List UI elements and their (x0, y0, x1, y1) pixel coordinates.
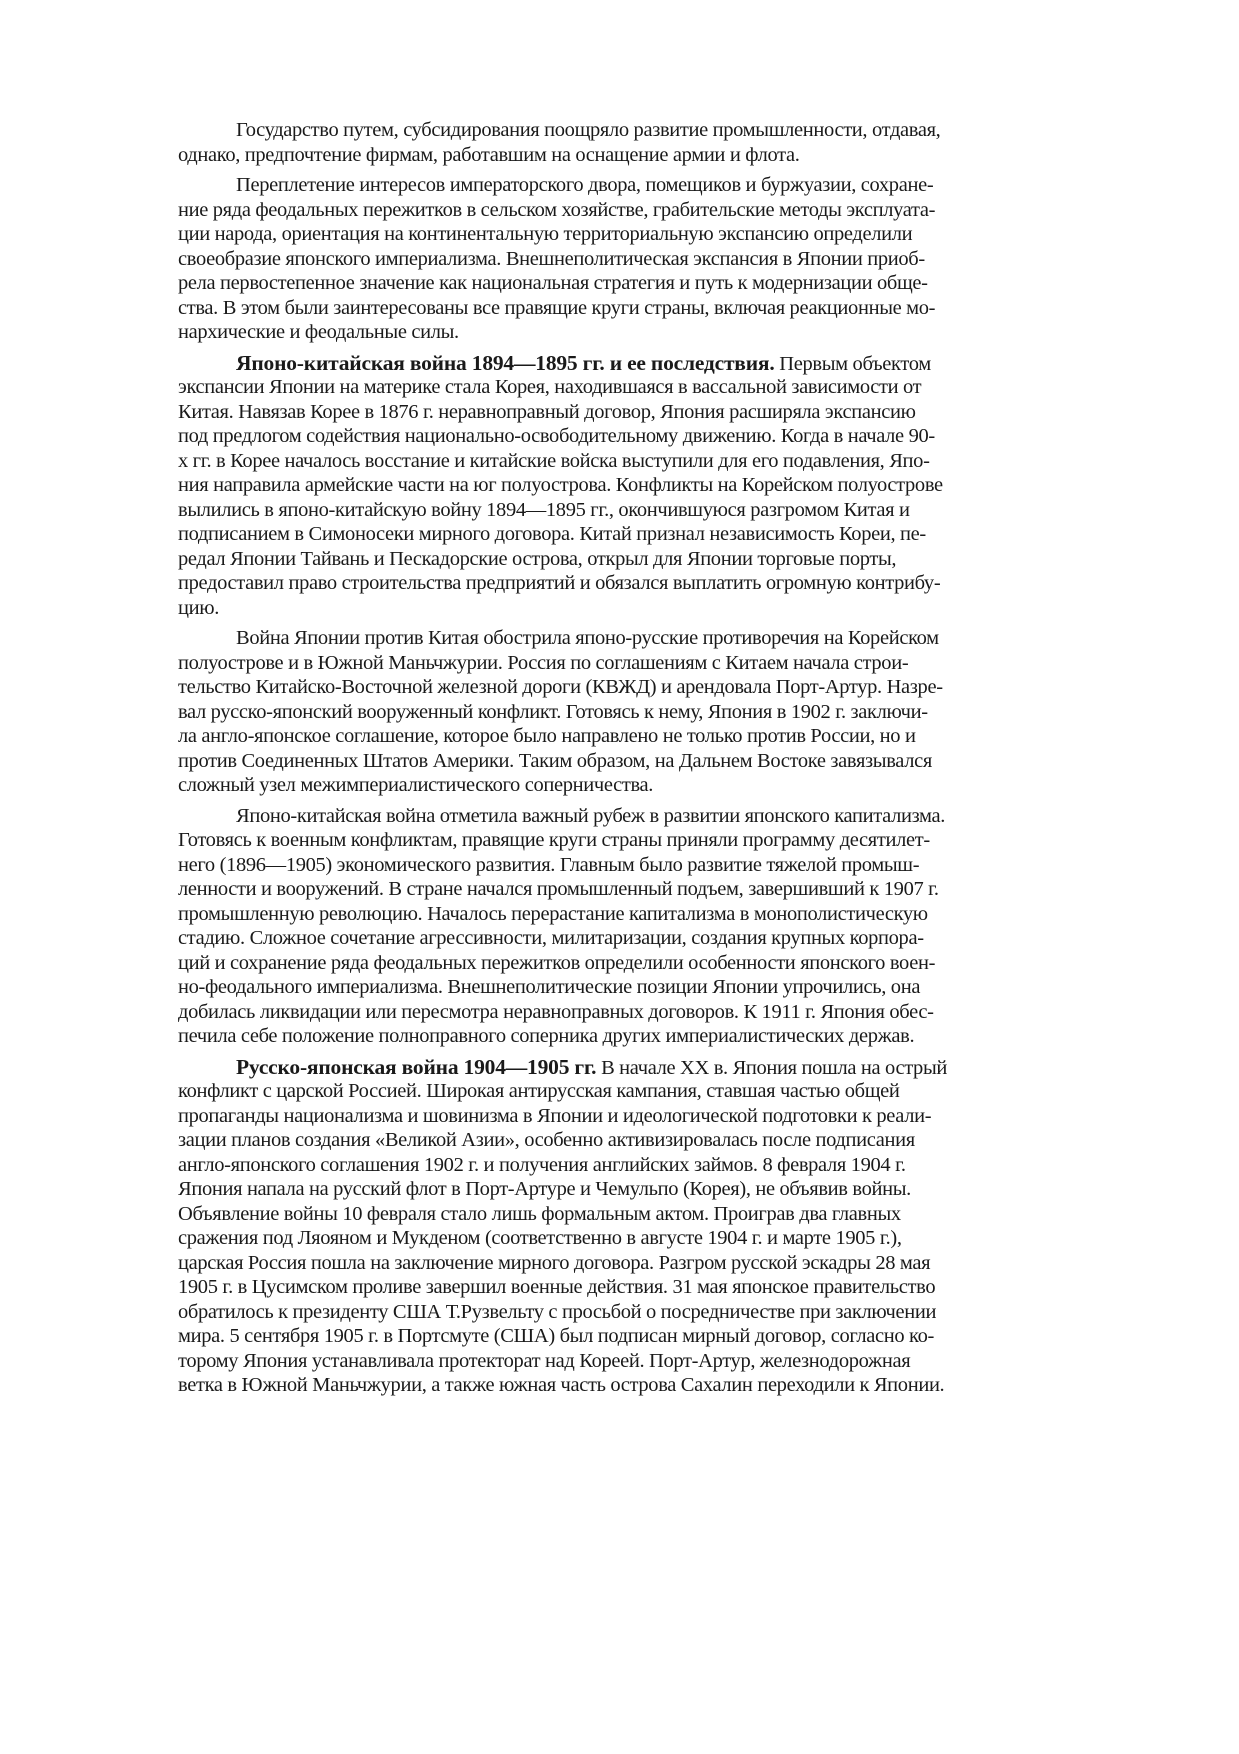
paragraph-imperialism (178, 173, 1150, 345)
text-line: редал Японии Тайвань и Пескадорские острова, открыл для Японии торговые порты, (178, 547, 897, 570)
text-line: стадию. Сложное сочетание агрессивности, милитаризации, создания крупных корпора- (178, 927, 924, 949)
text-line: однако, предпочтение фирмам, работавшим на оснащение армии и флота. (178, 143, 800, 166)
text-line: обратилось к президенту США Т.Рузвельту с просьбой о посредничестве при заключении (178, 1300, 937, 1323)
text-line: Японо-китайская война 1894—1895 гг. и ее последствия. Первым объектом (236, 350, 931, 375)
paragraph-russo-japanese-tensions (178, 626, 1150, 798)
paragraph-subsidies (178, 118, 1150, 167)
document-page (178, 118, 1150, 1404)
text-line: Война Японии против Китая обострила японо-русские противоречия на Корейском (236, 627, 939, 649)
text-line: Китая. Навязав Корее в 1876 г. неравноправный договор, Япония расширяла экспансию (178, 400, 916, 423)
text-line: сражения под Ляояном и Мукденом (соответственно в августе 1904 г. и марте 1905 г.), (178, 1227, 902, 1249)
text-line: Японо-китайская война отметила важный рубеж в развитии японского капитализма. (236, 804, 946, 827)
text-line: ния направила армейские части на юг полуострова. Конфликты на Корейском полуострове (178, 474, 943, 496)
text-line: рела первостепенное значение как национальная стратегия и путь к модернизации обще- (178, 272, 928, 294)
text-line: ленности и вооружений. В стране начался промышленный подъем, завершивший к 1907 г. (178, 878, 939, 900)
text-line: Государство путем, субсидирования поощряло развитие промышленности, отдавая, (236, 119, 941, 141)
text-line: ние ряда феодальных пережитков в сельском хозяйстве, грабительские методы эксплуата- (178, 198, 936, 221)
text-line: сложный узел межимпериалистического соперничества. (178, 774, 654, 796)
text-line: добилась ликвидации или пересмотра неравноправных договоров. К 1911 г. Япония обес- (178, 1000, 934, 1023)
section-heading: Русско-японская война 1904—1905 гг. (236, 1054, 597, 1079)
text-line: пропаганды национализма и шовинизма в Японии и идеологической подготовки к реали- (178, 1104, 932, 1127)
text-line: англо-японского соглашения 1902 г. и получения английских займов. 8 февраля 1904 г. (178, 1153, 906, 1176)
text-line: ции народа, ориентация на континентальную территориальную экспансию определили (178, 223, 913, 245)
text-line: Япония напала на русский флот в Порт-Артуре и Чемульпо (Корея), не объявив войны. (178, 1178, 911, 1200)
paragraph-sino-japanese-war (178, 351, 1150, 621)
paragraph-capitalism-milestone (178, 804, 1150, 1049)
paragraph-russo-japanese-war (178, 1055, 1150, 1398)
text-line: Объявление войны 10 февраля стало лишь формальным актом. Проиграв два главных (178, 1202, 901, 1225)
text-line: цию. (178, 596, 219, 619)
text-line: но-феодального империализма. Внешнеполитические позиции Японии упрочились, она (178, 976, 921, 998)
text-line: ций и сохранение ряда феодальных пережитков определили особенности японского воен- (178, 951, 936, 974)
text-line: конфликт с царской Россией. Широкая антирусская кампания, ставшая частью общей (178, 1080, 900, 1102)
text-line: против Соединенных Штатов Америки. Таким образом, на Дальнем Востоке завязывался (178, 749, 932, 772)
text-line: Переплетение интересов императорского двора, помещиков и буржуазии, сохране- (236, 174, 934, 196)
text-line: под предлогом содействия национально-освободительному движению. Когда в начале 90- (178, 425, 935, 447)
text-line: царская Россия пошла на заключение мирного договора. Разгром русской эскадры 28 мая (178, 1251, 931, 1274)
text-line: нархические и феодальные силы. (178, 321, 459, 343)
text-line: промышленную революцию. Началось перерастание капитализма в монополистическую (178, 902, 928, 925)
text-line: торому Япония устанавливала протекторат над Кореей. Порт-Артур, железнодорожная (178, 1349, 911, 1372)
text-line: предоставил право строительства предприятий и обязался выплатить огромную контрибу- (178, 572, 941, 594)
text-line: Готовясь к военным конфликтам, правящие круги страны приняли программу десятилет- (178, 829, 930, 851)
text-line: ветка в Южной Маньчжурии, а также южная часть острова Сахалин переходили к Японии. (178, 1374, 945, 1396)
text-line: зации планов создания «Великой Азии», особенно активизировалась после подписания (178, 1129, 915, 1151)
text-line: него (1896—1905) экономического развития. Главным было развитие тяжелой промыш- (178, 853, 920, 876)
text-line: своеобразие японского империализма. Внешнеполитическая экспансия в Японии приоб- (178, 247, 925, 270)
text-line: тельство Китайско-Восточной железной дороги (КВЖД) и арендовала Порт-Артур. Назре- (178, 676, 943, 698)
text-line: ства. В этом были заинтересованы все правящие круги страны, включая реакционные мо- (178, 296, 936, 319)
text-line: ла англо-японское соглашение, которое было направлено не только против России, но и (178, 725, 916, 747)
text-line: вал русско-японский вооруженный конфликт. Готовясь к нему, Япония в 1902 г. заключи- (178, 700, 928, 723)
text-line: вылились в японо-китайскую войну 1894—1895 гг., окончившуюся разгромом Китая и (178, 498, 910, 521)
text-line: Русско-японская война 1904—1905 гг. В начале XX в. Япония пошла на острый (236, 1054, 947, 1079)
text-line: мира. 5 сентября 1905 г. в Портсмуте (США) был подписан мирный договор, согласно ко- (178, 1325, 934, 1347)
text-line: подписанием в Симоносеки мирного договора. Китай признал независимость Кореи, пе- (178, 523, 926, 545)
text-line: печила себе положение полноправного соперника других империалистических держав. (178, 1025, 915, 1047)
text-line: 1905 г. в Цусимском проливе завершил военные действия. 31 мая японское правительство (178, 1276, 936, 1298)
section-heading: Японо-китайская война 1894—1895 гг. и ее последствия. (236, 350, 775, 375)
text-line: экспансии Японии на материке стала Корея, находившаяся в вассальной зависимости от (178, 376, 922, 398)
text-line: х гг. в Корее началось восстание и китайские войска выступили для его подавления, Япо- (178, 449, 930, 472)
text-line: полуострове и в Южной Маньчжурии. Россия по соглашениям с Китаем начала строи- (178, 651, 909, 674)
